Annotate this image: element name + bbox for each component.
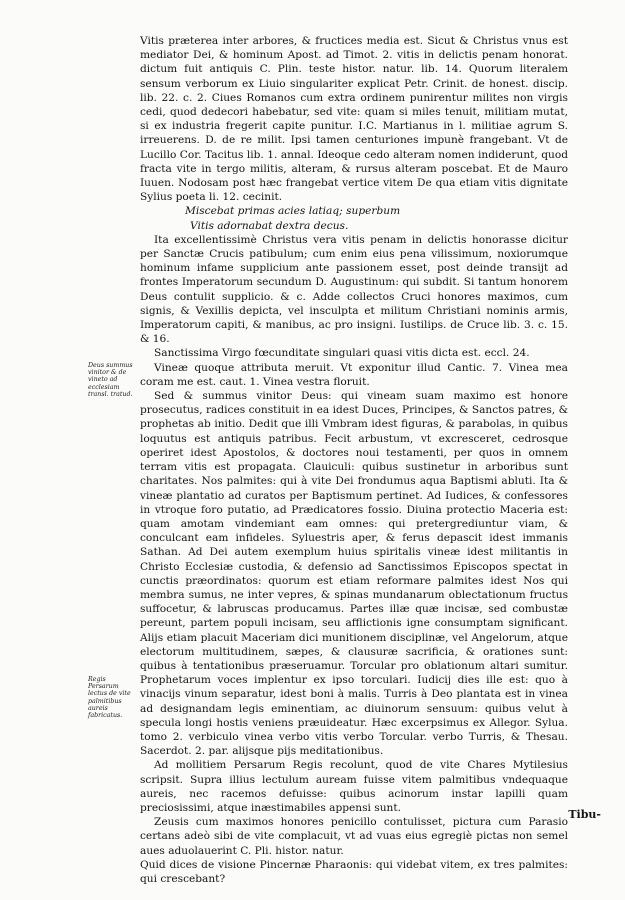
paragraph: Vitis præterea inter arbores, & fructices media est. Sicut & Christus vnus est mediator Dei, & hominum Apost. ad Timot. 2. vitis in delictis penam honorat. dictum fuit antiquis C. Plin. teste histor. natur. lib. 14. Quorum literalem sensum verborum ex Liuio singulariter explicat Petr. Crinit. de honest. discip. lib. 22. c. 2. Ciues Romanos cum extra ordinem punirentur milites non virgis cedi, quod dedecori habebatur, sed vite: quam si miles tenuit, militiam mutat, si ex industria fregerit capite punitur. I.C. Martianus in l. militiae agrum S. irreuerens. D. de re milit. Ipsi tamen centuriones impunè frangebant. Vt de Lucillo Cor. Tacitus lib. 1. annal. Ideoque cedo alteram nomen indiderunt, quod fracta vite in tergo militis, alteram, & rursus alteram poscebat. Et de Mauro Iuuen. Nodosam post hæc frangebat vertice vitem De qua etiam vitis dignitate Sylius poeta li. 12. cecinit. — [140, 35, 568, 204]
paragraph: Vineæ quoque attributa meruit. Vt exponitur illud Cantic. 7. Vinea mea coram me est. caut. 1. Vinea vestra floruit. — [140, 361, 568, 388]
main-text-column — [140, 34, 568, 886]
paragraph: Sanctissima Virgo fœcunditate singulari quasi vitis dicta est. eccl. 24. — [154, 347, 530, 360]
margin-note: Deus summus vinitor & de vineto ad ecclesiam transl. tratud. — [88, 362, 133, 398]
paragraph: Ita excellentissimè Christus vera vitis penam in delictis honorasse dicitur per Sanctæ Crucis patibulum; cum enim eius pena vilissimum, noxiorumque hominum infame supplicium ante passionem esset, post deinde transijt ad frontes Imperatorum secundum D. Augustinum: qui subdit. Si tantum honorem Deus contulit supplicio. & c. Adde collectos Cruci honores maximos, cum signis, & Vexillis depicta, vel insculpta et militum Christiani nominis armis, Imperatorum capiti, & manibus, ac pro insigni. Iustilips. de Cruce lib. 3. c. 15. & 16. — [140, 233, 568, 346]
paragraph: Sed & summus vinitor Deus: qui vineam suam maximo est honore prosecutus, radices constituit in ea idest Duces, Principes, & Sanctos patres, & prophetas ab initio. Dedit que illi Vmbram idest figuras, & parabolas, in quibus loquutus est antiquis patribus. Fecit arbustum, vt excresceret, cedrosque operiret idest Apostolos, & doctores noui testamenti, per quos in omnem terram vitis est propagata. Clauiculi: quibus sustinetur in arboribus sunt charitates. Nos palmites: qui à vite Dei frondumus aqua Baptismi abluti. Ita & vineæ plantatio ad curatos per Baptismum pertinet. Ad Iudices, & confessores in vtroque foro putatio, ad Prædicatores fossio. Diuina protectio Maceria est: quam amotam vindemiant eam omnes: qui pretergrediuntur viam, & conculcant eam infideles. Syluestris aper, & ferus depascit idest immanis Sathan. Ad Dei autem exemplum huius spiritalis vineæ idest militantis in Christo Ecclesiæ custodia, & defensio ad Sanctissimos Episcopos spectat in cunctis præordinatos: quorum est etiam reformare palmites idest Nos qui membra sumus, ne inter vepres, & spinas mundanarum oblectationum fructus suffocetur, & labruscas producamus. Partes illæ quæ incisæ, sed combustæ pereunt, partem populi incisam, seu afflictionis igne consumptam significant. Alijs etiam placuit Maceriam dici munitionem disciplinæ, vel Angelorum, atque electorum multitudinem, sæpes, & clausuræ sacrificia, & orationes sunt: quibus à tentationibus præseruamur. Torcular pro oblationum altari sumitur. Prophetarum voces implentur ex ipso torculari. Iudicij dies ille est: quo à vinacijs vinum separatur, idest boni à malis. Turris à Deo plantata est in vinea ad designandam legis eminentiam, ac diuinorum sensuum: quibus velut à specula longi hostis veniens præuideatur. Hæc excerpsimus ex Allegor. Sylua. tomo 2. verbiculo vinea verbo vitis verbo Torcular. verbo Turris, & Thesau. Sacerdot. 2. par. alijsque pijs meditationibus. — [140, 390, 568, 758]
paragraph: Ad mollitiem Persarum Regis recolunt, quod de vite Chares Mytilesius scripsit. Supra illius lectulum auream fuisse vitem palmitibus vndequaque aureis, nec racemos defuisse: quibus acinorum instar lapilli quam preciosissimi, atque inæstimabiles appensi sunt. — [140, 759, 568, 814]
verse-line: Miscebat primas acies latiaq; superbum — [185, 205, 401, 218]
paragraph: Quid dices de visione Pincernæ Pharaonis: qui videbat vitem, ex tres palmites: qui crescebant? — [140, 858, 568, 885]
verse-line: Vitis adornabat dextra decus. — [190, 219, 349, 232]
catchword: Tibu- — [568, 808, 601, 821]
paragraph: Zeusis cum maximos honores penicillo contulisset, pictura cum Parasio certans adeò sibi de vite complacuit, vt ad vuas eius egregiè pictas non semel aues aduolauerint C. Pli. histor. natur. — [140, 816, 568, 857]
margin-note: Regis Persarum lectus de vite palmitibus aureis fabricatus. — [88, 676, 131, 720]
